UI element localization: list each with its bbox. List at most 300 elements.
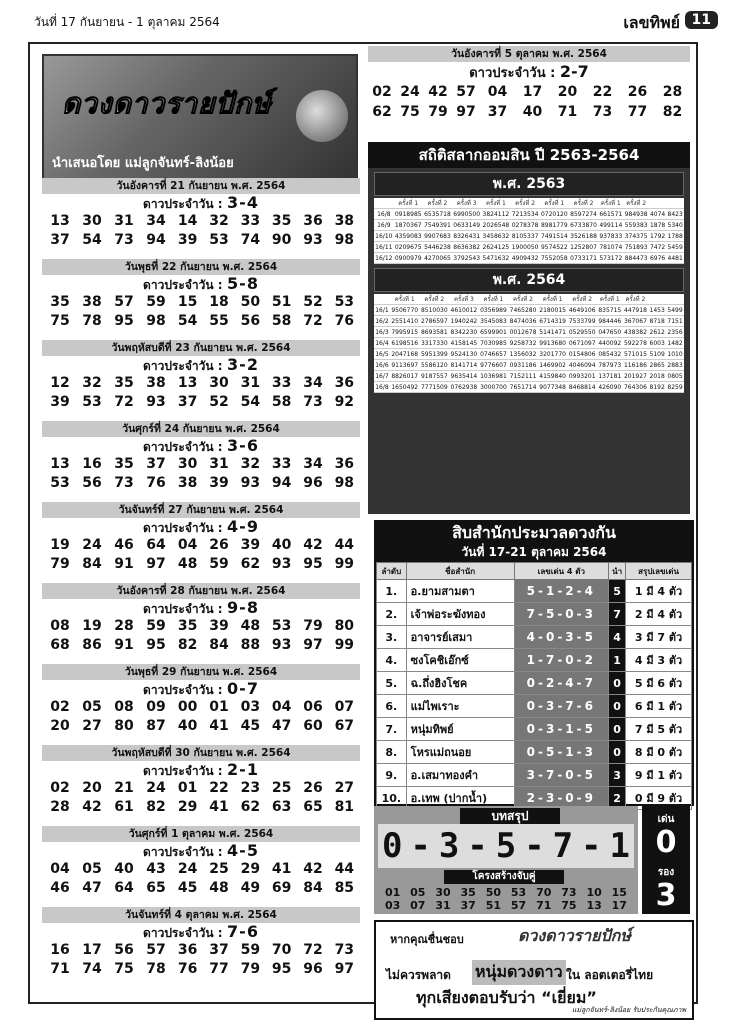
- daily-forecast: [42, 502, 360, 574]
- lucky-number: 78: [146, 961, 166, 977]
- ten-schools-table: [374, 520, 694, 806]
- compare-cell: อ.เทพ (ปากน้ำ): [406, 787, 514, 810]
- lucky-number: 33: [240, 213, 261, 229]
- pair-number: 01: [384, 886, 401, 899]
- stats-header: [648, 294, 666, 305]
- lucky-number: 59: [240, 942, 261, 958]
- stats-cell: 1792: [649, 232, 666, 240]
- lucky-number: 42: [82, 799, 102, 815]
- stats-cell: 9574522: [540, 243, 568, 251]
- lucky-number: 05: [82, 861, 102, 877]
- stats-cell: 1650492: [391, 383, 419, 391]
- stats-cell: 1940242: [450, 317, 478, 325]
- lucky-number: 61: [114, 799, 134, 815]
- stats-cell: 9113697: [391, 361, 419, 369]
- lucky-number: 04: [177, 537, 198, 553]
- day-star: ดาวประจำวัน : 2-7: [469, 62, 589, 81]
- stats-cell: 16/7: [375, 372, 389, 380]
- lucky-number: 54: [240, 394, 261, 410]
- lucky-number: 29: [177, 799, 198, 815]
- stats-cell: 8326431: [453, 232, 481, 240]
- secondary-numbers: [172, 698, 360, 717]
- summary-digit: -: [467, 826, 488, 866]
- lucky-number: 34: [146, 213, 166, 229]
- lucky-number: 47: [82, 880, 102, 896]
- day-star-label: ดาวประจำวัน :: [143, 197, 223, 211]
- stats-cell: 5586120: [420, 361, 448, 369]
- day-star: [42, 518, 360, 536]
- lucky-number: 38: [82, 294, 102, 310]
- lucky-number: 20: [557, 84, 578, 100]
- stats-cell: 0671097: [568, 339, 596, 347]
- stats-cell: 2026548: [482, 221, 510, 229]
- lucky-number: 08: [50, 618, 70, 634]
- compare-cell: 4.: [377, 649, 407, 672]
- day-star: [42, 599, 360, 617]
- stats-header: ครั้งที่ 2: [423, 198, 452, 209]
- stats-cell: 0762938: [450, 383, 478, 391]
- day-star: [42, 761, 360, 779]
- primary-numbers: [42, 474, 172, 493]
- lucky-number: 93: [240, 475, 261, 491]
- pair-number: 03: [384, 899, 401, 912]
- lucky-number: 39: [240, 537, 261, 553]
- stats-cell: 374375: [624, 232, 648, 240]
- lucky-number: 42: [303, 861, 323, 877]
- lucky-number: 68: [50, 637, 70, 653]
- forecast-day: วันพุธที่ 29 กันยายน พ.ศ. 2564: [42, 664, 360, 680]
- number-row: [42, 555, 360, 574]
- ten-schools-date: วันที่ 17-21 ตุลาคม 2564: [461, 545, 607, 559]
- lucky-number: 26: [303, 780, 323, 796]
- primary-numbers: [42, 555, 172, 574]
- stats-cell: 6990500: [453, 210, 481, 218]
- stats-cell: 9907683: [424, 232, 451, 240]
- lucky-number: 17: [82, 942, 102, 958]
- lucky-number: 36: [303, 213, 323, 229]
- lucky-number: 31: [209, 456, 229, 472]
- lucky-number: 70: [271, 942, 292, 958]
- number-row: [368, 82, 690, 102]
- lucky-number: 40: [522, 104, 543, 120]
- day-star-value: 9-8: [227, 598, 259, 617]
- forecast-day: วันอังคารที่ 21 กันยายน พ.ศ. 2564: [42, 178, 360, 194]
- day-star-label: ดาวประจำวัน :: [143, 845, 223, 859]
- lucky-number: 01: [177, 780, 198, 796]
- stats-cell: 8342230: [450, 328, 478, 336]
- pair-number: 07: [410, 899, 426, 912]
- day-star-value: 0-7: [227, 679, 259, 698]
- compare-cell: 8 มี 0 ตัว: [626, 741, 692, 764]
- stats-cell: 16/8: [374, 209, 394, 220]
- stats-cell: 16/2: [375, 317, 389, 325]
- compare-cell: หนุ่มทิพย์: [406, 718, 514, 741]
- stats-cell: 16/8: [375, 383, 389, 391]
- stats-cell: 16/5: [375, 350, 389, 358]
- secondary-numbers: [480, 82, 690, 102]
- lucky-number: 37: [50, 232, 70, 248]
- lucky-number: 37: [209, 942, 229, 958]
- day-star-label: ดาวประจำวัน :: [143, 359, 223, 373]
- daily-forecast: [42, 907, 360, 979]
- stats-header: ครั้งที่ 2: [511, 198, 540, 209]
- pair-number: 10: [586, 886, 602, 899]
- number-row: [42, 798, 360, 817]
- compare-cell: 8.: [377, 741, 407, 764]
- stats-cell: 7491514: [540, 232, 568, 240]
- lucky-number: 58: [271, 313, 292, 329]
- pair-number: 17: [611, 899, 627, 912]
- daily-forecast: [42, 178, 360, 250]
- stats-cell: 1870367: [394, 221, 422, 229]
- right-column: [368, 46, 690, 1014]
- stats-cell: 16/11: [375, 243, 393, 251]
- lucky-number: 30: [82, 213, 102, 229]
- lucky-number: 26: [627, 84, 648, 100]
- compare-cell: 7: [609, 603, 626, 626]
- primary-numbers: [42, 455, 172, 474]
- lucky-number: 91: [114, 556, 134, 572]
- lucky-number: 36: [334, 375, 355, 391]
- lucky-number: 96: [303, 475, 323, 491]
- pair-number: 37: [460, 899, 476, 912]
- secondary-numbers: [172, 312, 360, 331]
- lucky-number: 23: [240, 780, 261, 796]
- stats-cell: 0805: [667, 372, 683, 380]
- stats-cell: 5141471: [539, 328, 566, 336]
- compare-header: นำ: [609, 563, 626, 580]
- lucky-number: 30: [177, 456, 198, 472]
- compare-header: ชื่อสำนัก: [406, 563, 514, 580]
- lucky-number: 71: [557, 104, 578, 120]
- lucky-number: 39: [209, 475, 229, 491]
- stats-cell: 8718: [649, 317, 665, 325]
- promo-box: [374, 920, 694, 1020]
- pair-number: 53: [510, 886, 527, 899]
- day-star-label: ดาวประจำวัน :: [143, 764, 223, 778]
- number-row: [42, 779, 360, 798]
- compare-cell: 0: [609, 718, 626, 741]
- lucky-number: 84: [82, 556, 102, 572]
- stats-cell: 447918: [623, 306, 647, 314]
- day-star: [42, 923, 360, 941]
- compare-cell: 3.: [377, 626, 407, 649]
- stats-cell: 6714319: [539, 317, 566, 325]
- lucky-number: 75: [114, 961, 134, 977]
- secondary-numbers: [172, 536, 360, 555]
- stats-cell: 047650: [598, 328, 622, 336]
- compare-cell: 4: [609, 626, 626, 649]
- pair-number: 13: [586, 899, 602, 912]
- lucky-number: 56: [240, 313, 261, 329]
- table-row: [377, 672, 692, 695]
- stats-cell: 16/1: [375, 306, 389, 314]
- stats-header: ครั้งที่ 2: [420, 294, 450, 305]
- lucky-number: 84: [209, 637, 229, 653]
- lucky-number: 25: [209, 861, 229, 877]
- stats-cell: 8259: [667, 383, 683, 391]
- pair-number: 57: [510, 899, 527, 912]
- secondary-numbers: [172, 960, 360, 979]
- number-row: [42, 231, 360, 250]
- lucky-number: 45: [240, 718, 261, 734]
- lucky-number: 04: [487, 84, 508, 100]
- lucky-number: 95: [114, 313, 134, 329]
- stats-table-2564: [374, 294, 684, 393]
- compare-cell: 7-5-0-3: [514, 603, 609, 626]
- pairs-title: โครงสร้างจับคู่: [444, 870, 564, 884]
- secondary-numbers: [172, 879, 360, 898]
- compare-cell: 0-3-7-6: [514, 695, 609, 718]
- pair-number: 75: [561, 899, 577, 912]
- lucky-number: 65: [146, 880, 166, 896]
- lucky-number: 99: [334, 637, 355, 653]
- lucky-number: 57: [146, 942, 166, 958]
- lucky-number: 34: [303, 375, 323, 391]
- day-star-value: 3-6: [227, 436, 259, 455]
- lucky-number: 32: [209, 213, 229, 229]
- logo-subtitle: นำเสนอโดย แม่ลูกจันทร์-ลิงน้อย: [52, 156, 234, 171]
- lucky-number: 24: [82, 537, 102, 553]
- compare-cell: 0-3-1-5: [514, 718, 609, 741]
- compare-cell: 7 มี 5 ตัว: [626, 718, 692, 741]
- lucky-number: 95: [271, 961, 292, 977]
- day-star-value: 4-5: [227, 841, 259, 860]
- table-row: [374, 360, 684, 371]
- page-number: 11: [685, 11, 718, 29]
- stats-cell: 751893: [624, 243, 648, 251]
- lucky-number: 79: [428, 104, 448, 120]
- number-row: [42, 312, 360, 331]
- compare-cell: อ.เสมาทองคำ: [406, 764, 514, 787]
- summary-box: [374, 806, 690, 914]
- lucky-number: 57: [456, 84, 476, 100]
- summary-digit: 3: [438, 826, 460, 866]
- day-star-label: ดาวประจำวัน :: [143, 602, 223, 616]
- stats-cell: 2180015: [539, 306, 566, 314]
- day-star-value: 5-8: [227, 274, 259, 293]
- daily-forecast: [42, 421, 360, 493]
- lucky-number: 32: [240, 456, 261, 472]
- lucky-number: 35: [50, 294, 70, 310]
- lucky-number: 52: [303, 294, 323, 310]
- compare-cell: 0-5-1-3: [514, 741, 609, 764]
- table-row: [377, 718, 692, 741]
- stats-cell: 8141714: [450, 361, 478, 369]
- stats-cell: 7151: [667, 317, 683, 325]
- lucky-number: 02: [50, 699, 70, 715]
- lucky-number: 36: [334, 456, 355, 472]
- compare-cell: เจ้าพ่อระฆังทอง: [406, 603, 514, 626]
- day-star-value: 3-4: [227, 193, 259, 212]
- stats-cell: 764306: [623, 383, 647, 391]
- stats-cell: 438382: [623, 328, 647, 336]
- stats-header: ครั้งที่ 1: [394, 198, 423, 209]
- compare-cell: 1 มี 4 ตัว: [626, 580, 692, 603]
- lucky-number: 73: [592, 104, 613, 120]
- stats-cell: 16/10: [375, 232, 393, 240]
- lucky-number: 72: [303, 942, 323, 958]
- stats-cell: 5446238: [424, 243, 451, 251]
- secondary-numbers: [172, 860, 360, 879]
- pair-number: 70: [536, 886, 552, 899]
- compare-cell: 0 มี 9 ตัว: [626, 787, 692, 810]
- lucky-number: 40: [271, 537, 292, 553]
- stats-cell: 7771509: [420, 383, 448, 391]
- number-row: [42, 860, 360, 879]
- primary-numbers: [42, 231, 172, 250]
- lucky-number: 62: [240, 556, 261, 572]
- lucky-number: 67: [334, 718, 355, 734]
- stats-cell: 8826017: [391, 372, 419, 380]
- lucky-number: 53: [334, 294, 355, 310]
- stats-cell: 16/6: [375, 361, 389, 369]
- lucky-number: 21: [114, 780, 134, 796]
- lucky-number: 97: [334, 961, 355, 977]
- lucky-number: 71: [50, 961, 70, 977]
- lucky-number: 74: [82, 961, 102, 977]
- stats-cell: 1036981: [480, 372, 507, 380]
- lucky-number: 76: [334, 313, 355, 329]
- lucky-number: 16: [82, 456, 102, 472]
- secondary-numbers: [172, 555, 360, 574]
- daily-forecast: [42, 745, 360, 817]
- stats-cell: 573172: [599, 254, 623, 262]
- lucky-number: 55: [209, 313, 229, 329]
- number-row: [42, 879, 360, 898]
- lucky-number: 51: [271, 294, 292, 310]
- secondary-numbers: [172, 474, 360, 493]
- stats-cell: 3458632: [482, 232, 510, 240]
- lucky-number: 90: [271, 232, 292, 248]
- daily-forecast: [42, 583, 360, 655]
- primary-numbers: [42, 636, 172, 655]
- stats-cell: 2865: [649, 361, 665, 369]
- daily-forecast: [42, 664, 360, 736]
- lucky-number: 44: [334, 537, 355, 553]
- stats-cell: 7549391: [424, 221, 451, 229]
- forecast-day: วันพุธที่ 22 กันยายน พ.ศ. 2564: [42, 259, 360, 275]
- compare-cell: 1-7-0-2: [514, 649, 609, 672]
- stats-cell: 4159840: [539, 372, 566, 380]
- lucky-number: 41: [209, 799, 229, 815]
- stats-cell: 2356: [667, 328, 683, 336]
- lucky-number: 48: [209, 880, 229, 896]
- lucky-number: 56: [114, 942, 134, 958]
- forecast-day: วันอังคารที่ 28 กันยายน พ.ศ. 2564: [42, 583, 360, 599]
- lucky-number: 94: [271, 475, 292, 491]
- stats-header: ครั้งที่ 1: [538, 294, 568, 305]
- lucky-number: 43: [146, 861, 166, 877]
- lucky-number: 38: [146, 375, 166, 391]
- lucky-number: 48: [177, 556, 198, 572]
- stats-cell: 6733870: [570, 221, 597, 229]
- stats-header: [666, 294, 684, 305]
- lucky-number: 33: [271, 456, 292, 472]
- lucky-number: 73: [114, 232, 134, 248]
- lucky-number: 77: [209, 961, 229, 977]
- lucky-number: 93: [146, 394, 166, 410]
- stats-cell: 6976: [649, 254, 666, 262]
- lucky-number: 63: [271, 799, 292, 815]
- number-row: [42, 474, 360, 493]
- pair-number: 35: [460, 886, 476, 899]
- summary-digit: 1: [609, 826, 630, 866]
- compare-cell: ฉ.ถึ่งฮิงโชค: [406, 672, 514, 695]
- page-header: [28, 10, 718, 32]
- lucky-number: 41: [271, 861, 292, 877]
- stats-cell: 4074: [649, 210, 666, 218]
- lucky-number: 30: [209, 375, 229, 391]
- promo-line2c: ใน ลอตเตอรี่ไทย: [566, 968, 654, 982]
- stats-cell: 8693581: [420, 328, 448, 336]
- stats-cell: 4909432: [511, 254, 539, 262]
- forecast-day: วันจันทร์ที่ 4 ตุลาคม พ.ศ. 2564: [42, 907, 360, 923]
- secondary-numbers: [172, 455, 360, 474]
- number-row: [42, 455, 360, 474]
- table-row: [374, 209, 684, 220]
- lucky-number: 12: [50, 375, 70, 391]
- pair-number: 05: [410, 886, 426, 899]
- stats-cell: 0993201: [568, 372, 596, 380]
- compare-header: เลขเด่น 4 ตัว: [514, 563, 609, 580]
- lucky-number: 79: [240, 961, 261, 977]
- lucky-number: 59: [146, 294, 166, 310]
- stats-cell: 8981779: [540, 221, 568, 229]
- daily-forecast: [42, 259, 360, 331]
- lucky-number: 97: [146, 556, 166, 572]
- primary-numbers: [42, 879, 172, 898]
- lucky-number: 22: [209, 780, 229, 796]
- lucky-number: 01: [209, 699, 229, 715]
- lucky-number: 28: [50, 799, 70, 815]
- lucky-number: 13: [50, 213, 70, 229]
- primary-numbers: [42, 293, 172, 312]
- stats-cell: 571015: [623, 350, 647, 358]
- day-star-label: ดาวประจำวัน :: [143, 926, 223, 940]
- compare-cell: 1.: [377, 580, 407, 603]
- stats-header: ครั้งที่ 1: [598, 198, 623, 209]
- stats-header: ครั้งที่ 2: [623, 294, 649, 305]
- stats-cell: 5951399: [420, 350, 448, 358]
- stats-cell: 2612: [649, 328, 665, 336]
- stats-cell: 6535718: [424, 210, 451, 218]
- lucky-number: 37: [487, 104, 508, 120]
- primary-numbers: [42, 960, 172, 979]
- day-star-label: ดาวประจำวัน :: [143, 521, 223, 535]
- primary-numbers: [42, 617, 172, 636]
- stats-cell: 884473: [624, 254, 648, 262]
- stats-cell: 6003: [649, 339, 665, 347]
- stats-header: ครั้งที่ 3: [449, 294, 479, 305]
- stats-cell: 5340: [667, 221, 683, 229]
- left-column: [34, 46, 364, 998]
- day-star: [42, 680, 360, 698]
- stats-cell: 3792543: [453, 254, 481, 262]
- stats-header: ครั้งที่ 3: [452, 198, 481, 209]
- primary-numbers: [42, 698, 172, 717]
- lucky-number: 37: [146, 456, 166, 472]
- stats-cell: 7651714: [509, 383, 537, 391]
- stats-cell: 2047168: [391, 350, 419, 358]
- summary-digit: 0: [381, 826, 403, 866]
- lucky-number: 20: [50, 718, 70, 734]
- compare-cell: อาจารย์เสมา: [406, 626, 514, 649]
- magazine-brand: เลขทิพย์: [623, 13, 680, 32]
- lead-value: 0: [655, 825, 677, 860]
- stats-cell: 9077348: [539, 383, 566, 391]
- stats-cell: 5109: [649, 350, 665, 358]
